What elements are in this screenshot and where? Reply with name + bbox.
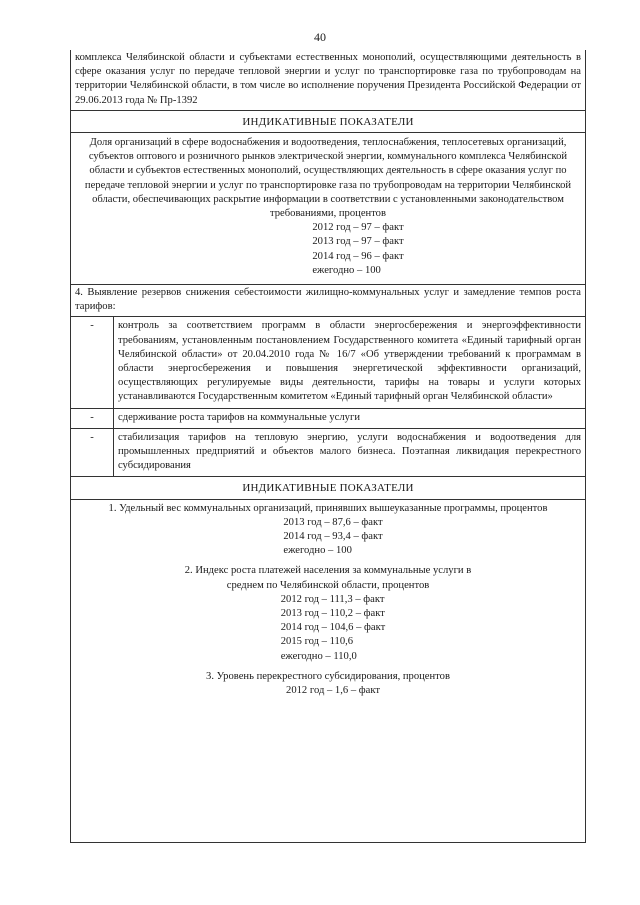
indicator-value: 2014 год – 93,4 – факт [283,531,383,543]
indicator-title: 1. Удельный вес коммунальных организаций, принявших вышеуказанные программы, процентов [108,502,548,514]
indicator-value: 2012 год – 1,6 – факт [286,684,380,696]
indicator-block [71,564,585,663]
indicator-title: 3. Уровень перекрестного субсидирования, процентов [206,670,450,682]
dash-marker: - [71,429,114,477]
indicator-value: 2014 год – 104,6 – факт [280,622,386,634]
measure-text: сдерживание роста тарифов на коммунальные услуги [118,411,360,423]
indicator-value: 2015 год – 110,6 [280,636,354,648]
indicator-value: 2012 год – 111,3 – факт [280,593,385,605]
measure-text: стабилизация тарифов на тепловую энергию, услуги водоснабжения и водоотведения для промышленных предприятий и объектов малого бизнеса. Поэтапная ликвидация перекрестного субсидирования [118,431,581,472]
indicators-list [71,500,585,699]
indicator-value: 2012 год – 97 – факт [312,222,404,234]
indicator-values [286,684,380,698]
indicator-block [71,133,585,285]
dash-marker: - [71,409,114,428]
indicator-block [71,502,585,559]
indicator-value: 2013 год – 110,2 – факт [280,608,385,620]
indicators-header: ИНДИКАТИВНЫЕ ПОКАЗАТЕЛИ [71,111,585,133]
indicator-values [281,593,386,664]
measure-row [71,317,585,408]
indicator-block [71,670,585,698]
indicator-value: ежегодно – 110,0 [280,650,357,662]
indicator-values [312,221,403,278]
indicator-value: 2014 год – 96 – факт [312,250,404,262]
measure-text: контроль за соответствием программ в области энергосбережения и энергоэффективности требованиям, установленным постановлением Государственного комитета «Единый тарифный орган Челябинской области» от 20.04.2010 года № 16/7 «Об утверждении требований к программам в области энергосбережения и повышения энергетической эффективности организаций, осуществляющих регулируемые виды деятельности, тарифы на товары и услуги которых устанавливаются Государственным комитетом «Единый тарифный орган Челябинской области» [118,320,581,403]
indicator-values [283,516,382,559]
document-table [70,50,586,843]
section-4-title: 4. Выявление резервов снижения себестоимости жилищно-коммунальных услуг и замедление темпов роста тарифов: [71,285,585,317]
indicator-title: Доля организаций в сфере водоснабжения и водоотведения, теплоснабжения, теплосетевых организаций, субъектов оптового и розничного рынков электрической энергии, коммунального комплекса Челябинской области и субъектов естественных монополий, осуществляющих деятельность в сфере оказания услуг по передаче тепловой энергии и услуг по транспортировке газа по трубопроводам на территории Челябинской области, обеспечивающих раскрытие информации в соответствии с установленными законодательством требованиями, процентов [84,137,572,220]
measure-row [71,409,585,429]
measure-row [71,429,585,478]
indicator-value: ежегодно – 100 [312,264,381,276]
indicator-title: 2. Индекс роста платежей населения за коммунальные услуги в среднем по Челябинской области, процентов [184,565,472,591]
indicator-value: 2013 год – 97 – факт [312,236,404,248]
indicator-value: 2013 год – 87,6 – факт [283,516,383,528]
intro-paragraph: комплекса Челябинской области и субъектами естественных монополий, осуществляющими деятельность в сфере оказания услуг по передаче тепловой энергии и услуг по транспортировке газа по трубопроводам на территории Челябинской области, в том числе во исполнение поручения Президента Российской Федерации от 29.06.2013 года № Пр-1392 [71,50,585,111]
indicators-header: ИНДИКАТИВНЫЕ ПОКАЗАТЕЛИ [71,477,585,499]
page-number: 40 [314,30,326,44]
indicator-value: ежегодно – 100 [283,545,352,557]
dash-marker: - [71,317,114,407]
